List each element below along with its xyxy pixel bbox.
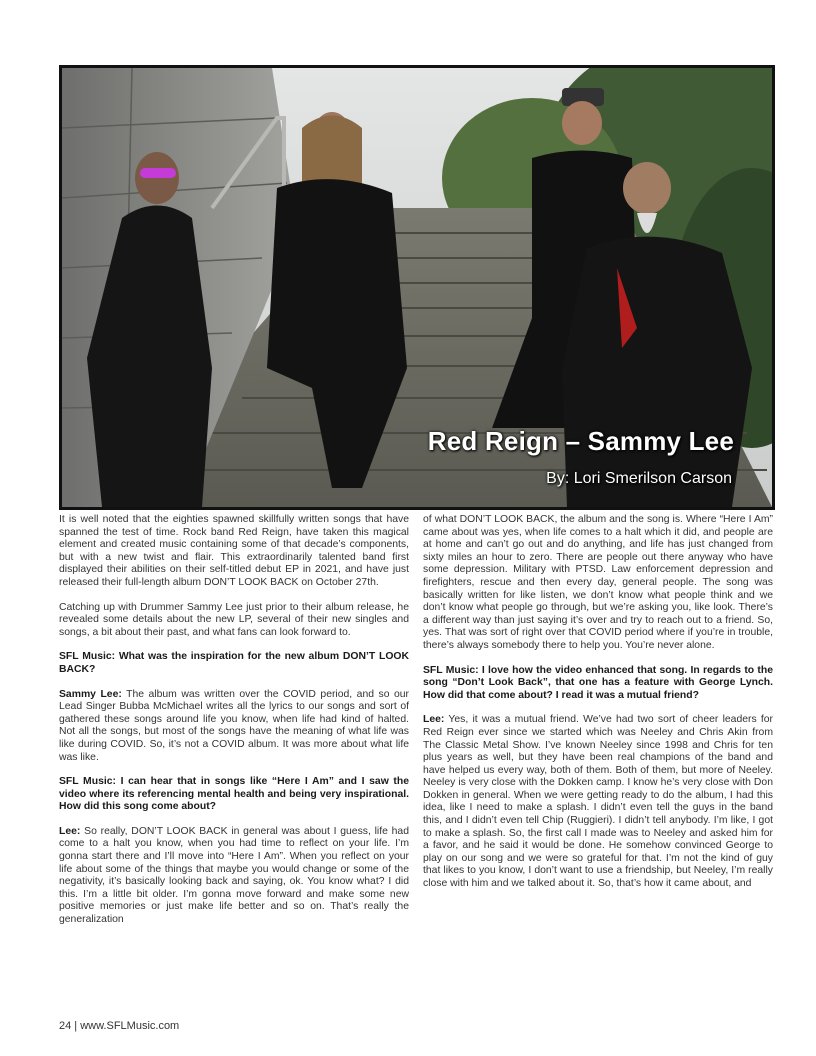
speaker-label: Lee: (423, 714, 445, 726)
speaker-label: Lee: (59, 825, 81, 837)
interview-answer (59, 826, 409, 927)
interview-question: SFL Music: What was the inspiration for the new album DON’T LOOK BACK? (59, 651, 409, 675)
left-column (59, 514, 409, 939)
page-footer: 24 | www.SFLMusic.com (59, 1020, 180, 1032)
interview-answer (423, 714, 773, 890)
right-column (423, 514, 773, 903)
interview-question: SFL Music: I can hear that in songs like “Here I Am” and I saw the video where its referencing mental health and being very inspirational. How did this song come about? (59, 776, 409, 813)
band-photo (59, 65, 775, 510)
answer-text: The album was written over the COVID period, and so our Lead Singer Bubba McMichael writes all the lyrics to our songs and sort of gathered these songs around life you know, when life had kind of halted. Not all the songs, but most of the songs have the meaning of what life was like during COVID. So, it’s not a COVID album. It was more about what life was like. (59, 688, 409, 763)
speaker-label: Sammy Lee: (59, 688, 122, 700)
article-byline: By: Lori Smerilson Carson (546, 470, 732, 487)
paragraph: of what DON’T LOOK BACK, the album and the song is. Where “Here I Am” came about was yes, when life comes to a halt which it did, and people are at home and can’t go out and do anything, and life has just changed from sixty miles an hour to zero. There are people out there anyway who have some depression. Military with PTSD. Law enforcement depression and firefighters, rescue and then every day, general people. The song was basically written for like listen, we don’t know what people think and we don’t know what people go through, but we’re asking you, like look. There’s a different way than just saying it’s over and try to reach out to a friend. So, yes. That was sort of right over that COVID period where if you’re in trouble, there’s always somebody there to help you. You’re never alone. (423, 514, 773, 651)
answer-text: So really, DON’T LOOK BACK in general was about I guess, life had come to a halt you know, when you had time to reflect on your life. I’m gonna start there and I’ll move into “Here I Am”. When you reflect on your life about some of the things that maybe you would change or some of the negativity, it’s basically looking back and saying, ok. You know what? I did this. I’m a little bit older. I’m gonna move forward and make some new positive memories or just make life better and so on. That’s really the generalization (59, 825, 409, 926)
article-title: Red Reign – Sammy Lee (427, 426, 734, 456)
paragraph: Catching up with Drummer Sammy Lee just prior to their album release, he revealed some details about the new LP, several of their new singles and songs, a bit about their past, and what fans can look forward to. (59, 601, 409, 638)
interview-answer (59, 689, 409, 765)
paragraph: It is well noted that the eighties spawned skillfully written songs that have spanned the test of time. Rock band Red Reign, have taken this magical element and created music containing some of that decade’s components, but with a new twist and flair. This extraordinarily talented band first displayed their abilities on their self-titled debut EP in 2021, and have just released their full-length album DON’T LOOK BACK on October 27th. (59, 514, 409, 588)
answer-text: Yes, it was a mutual friend. We’ve had two sort of cheer leaders for Red Reign ever since we started which was Neeley and Chris Akin from The Classic Metal Show. I’ve known Neeley since 1998 and Chris for ten plus years as well, but they have been real champions of the band and have helped us every way, both of them. Both of them, but more of Neeley. Neeley is very close with the Dokken camp. I know he’s very close with Don Dokken in general. When we were getting ready to do the album, I had this idea, like I need to make a splash. I didn’t even tell the guys in the band this, and I didn’t even tell Chip (Ruggieri). I didn’t tell anybody. I’m like, I got to make a splash. So, the first call I made was to Neeley and asked him for a favor, and he said it would be done. He somehow convinced George to play on our song and we were so grateful for that. I’m not the kind of guy that likes to you know, I don’t want to use a friendship, but Neeley, I’m really close with him and we talked about it. So, that’s how it came about, and (423, 714, 773, 890)
interview-question: SFL Music: I love how the video enhanced that song. In regards to the song “Don’t Look Back”, that one has a feature with George Lynch. How did that come about? I read it was a mutual friend? (423, 664, 773, 701)
